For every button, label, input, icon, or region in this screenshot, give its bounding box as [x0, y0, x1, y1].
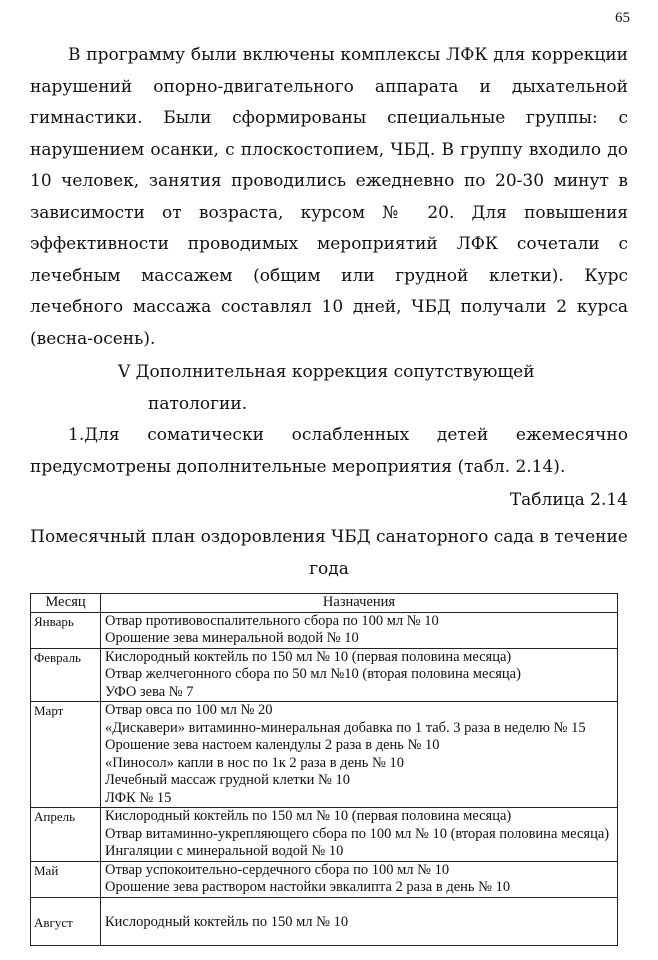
monthly-plan-table	[30, 593, 618, 946]
prescriptions-cell	[101, 612, 618, 648]
table-row	[31, 897, 618, 946]
prescription-item: Кислородный коктейль по 150 мл № 10	[105, 913, 349, 930]
table-row	[31, 702, 618, 808]
prescription-item: Кислородный коктейль по 150 мл № 10 (первая половина месяца)	[105, 648, 512, 665]
prescription-item: Отвар успокоительно-сердечного сбора по 100 мл № 10	[105, 861, 450, 878]
prescriptions-cell	[101, 648, 618, 702]
prescription-item: Отвар желчегонного сбора по 50 мл №10 (вторая половина месяца)	[105, 666, 521, 682]
month-cell: Август	[31, 897, 101, 946]
prescription-item: УФО зева № 7	[105, 683, 194, 700]
section-heading-line1: V Дополнительная коррекция сопутствующей	[118, 362, 535, 382]
table-row	[31, 861, 618, 897]
month-cell: Февраль	[31, 648, 101, 702]
prescription-item: Отвар противовоспалительного сбора по 100 мл № 10	[105, 612, 439, 629]
prescription-item: Орошение зева минеральной водой № 10	[105, 630, 359, 646]
prescription-item: Ингаляции с минеральной водой № 10	[105, 843, 344, 859]
prescription-item: «Дискавери» витаминно-минеральная добавка по 1 таб. 3 раза в неделю № 15	[105, 719, 586, 736]
prescriptions-cell	[101, 702, 618, 808]
table-label: Таблица 2.14	[509, 490, 628, 510]
table-row	[31, 612, 618, 648]
table-caption-line2: года	[309, 559, 349, 579]
prescription-item: Кислородный коктейль по 150 мл № 10 (первая половина месяца)	[105, 808, 512, 824]
prescription-item: Отвар витаминно-укрепляющего сбора по 100 мл № 10 (вторая половина месяца)	[105, 825, 610, 842]
table-row	[31, 648, 618, 702]
prescription-item: Орошение зева раствором настойки эвкалипта 2 раза в день № 10	[105, 879, 511, 895]
page-number: 65	[615, 10, 630, 26]
prescriptions-cell	[101, 808, 618, 862]
month-cell: Январь	[31, 612, 101, 648]
prescription-item: Орошение зева настоем календулы 2 раза в день № 10	[105, 737, 440, 753]
paragraph-lfk-program: В программу были включены комплексы ЛФК для коррекции нарушений опорно-двигательного аппарата и дыхательной гимнастики. Были сформированы специальные группы: с нарушением осанки, с плоскостопием, ЧБД. В группу входило до 10 человек, занятия проводились ежедневно по 20-30 минут в зависимости от возраста, курсом № 20. Для повышения эффективности проводимых мероприятий ЛФК сочетали с лечебным массажем (общим или грудной клетки). Курс лечебного массажа составлял 10 дней, ЧБД получали 2 курса (весна-осень).	[30, 45, 628, 349]
document-body	[30, 40, 628, 946]
table-row	[31, 808, 618, 862]
table-caption	[30, 521, 628, 585]
table-header-row	[31, 594, 618, 613]
header-prescriptions: Назначения	[101, 594, 618, 613]
month-cell: Апрель	[31, 808, 101, 862]
prescriptions-cell	[101, 861, 618, 897]
prescription-item: «Пиносол» капли в нос по 1к 2 раза в день № 10	[105, 754, 404, 771]
section-heading-line2: патологии.	[148, 393, 248, 414]
section-heading	[30, 357, 628, 420]
paragraph-additional-measures: 1.Для соматически ослабленных детей ежемесячно предусмотрены дополнительные мероприятия (табл. 2.14).	[30, 425, 628, 477]
header-month: Месяц	[31, 594, 101, 613]
table-body	[31, 612, 618, 946]
prescription-item: Лечебный массаж грудной клетки № 10	[105, 772, 350, 788]
month-cell: Май	[31, 861, 101, 897]
month-cell: Март	[31, 702, 101, 808]
table-caption-line1: Помесячный план оздоровления ЧБД санаторного сада в течение	[30, 527, 628, 547]
prescriptions-cell	[101, 897, 618, 946]
prescription-item: ЛФК № 15	[105, 789, 172, 806]
prescription-item: Отвар овса по 100 мл № 20	[105, 702, 273, 718]
